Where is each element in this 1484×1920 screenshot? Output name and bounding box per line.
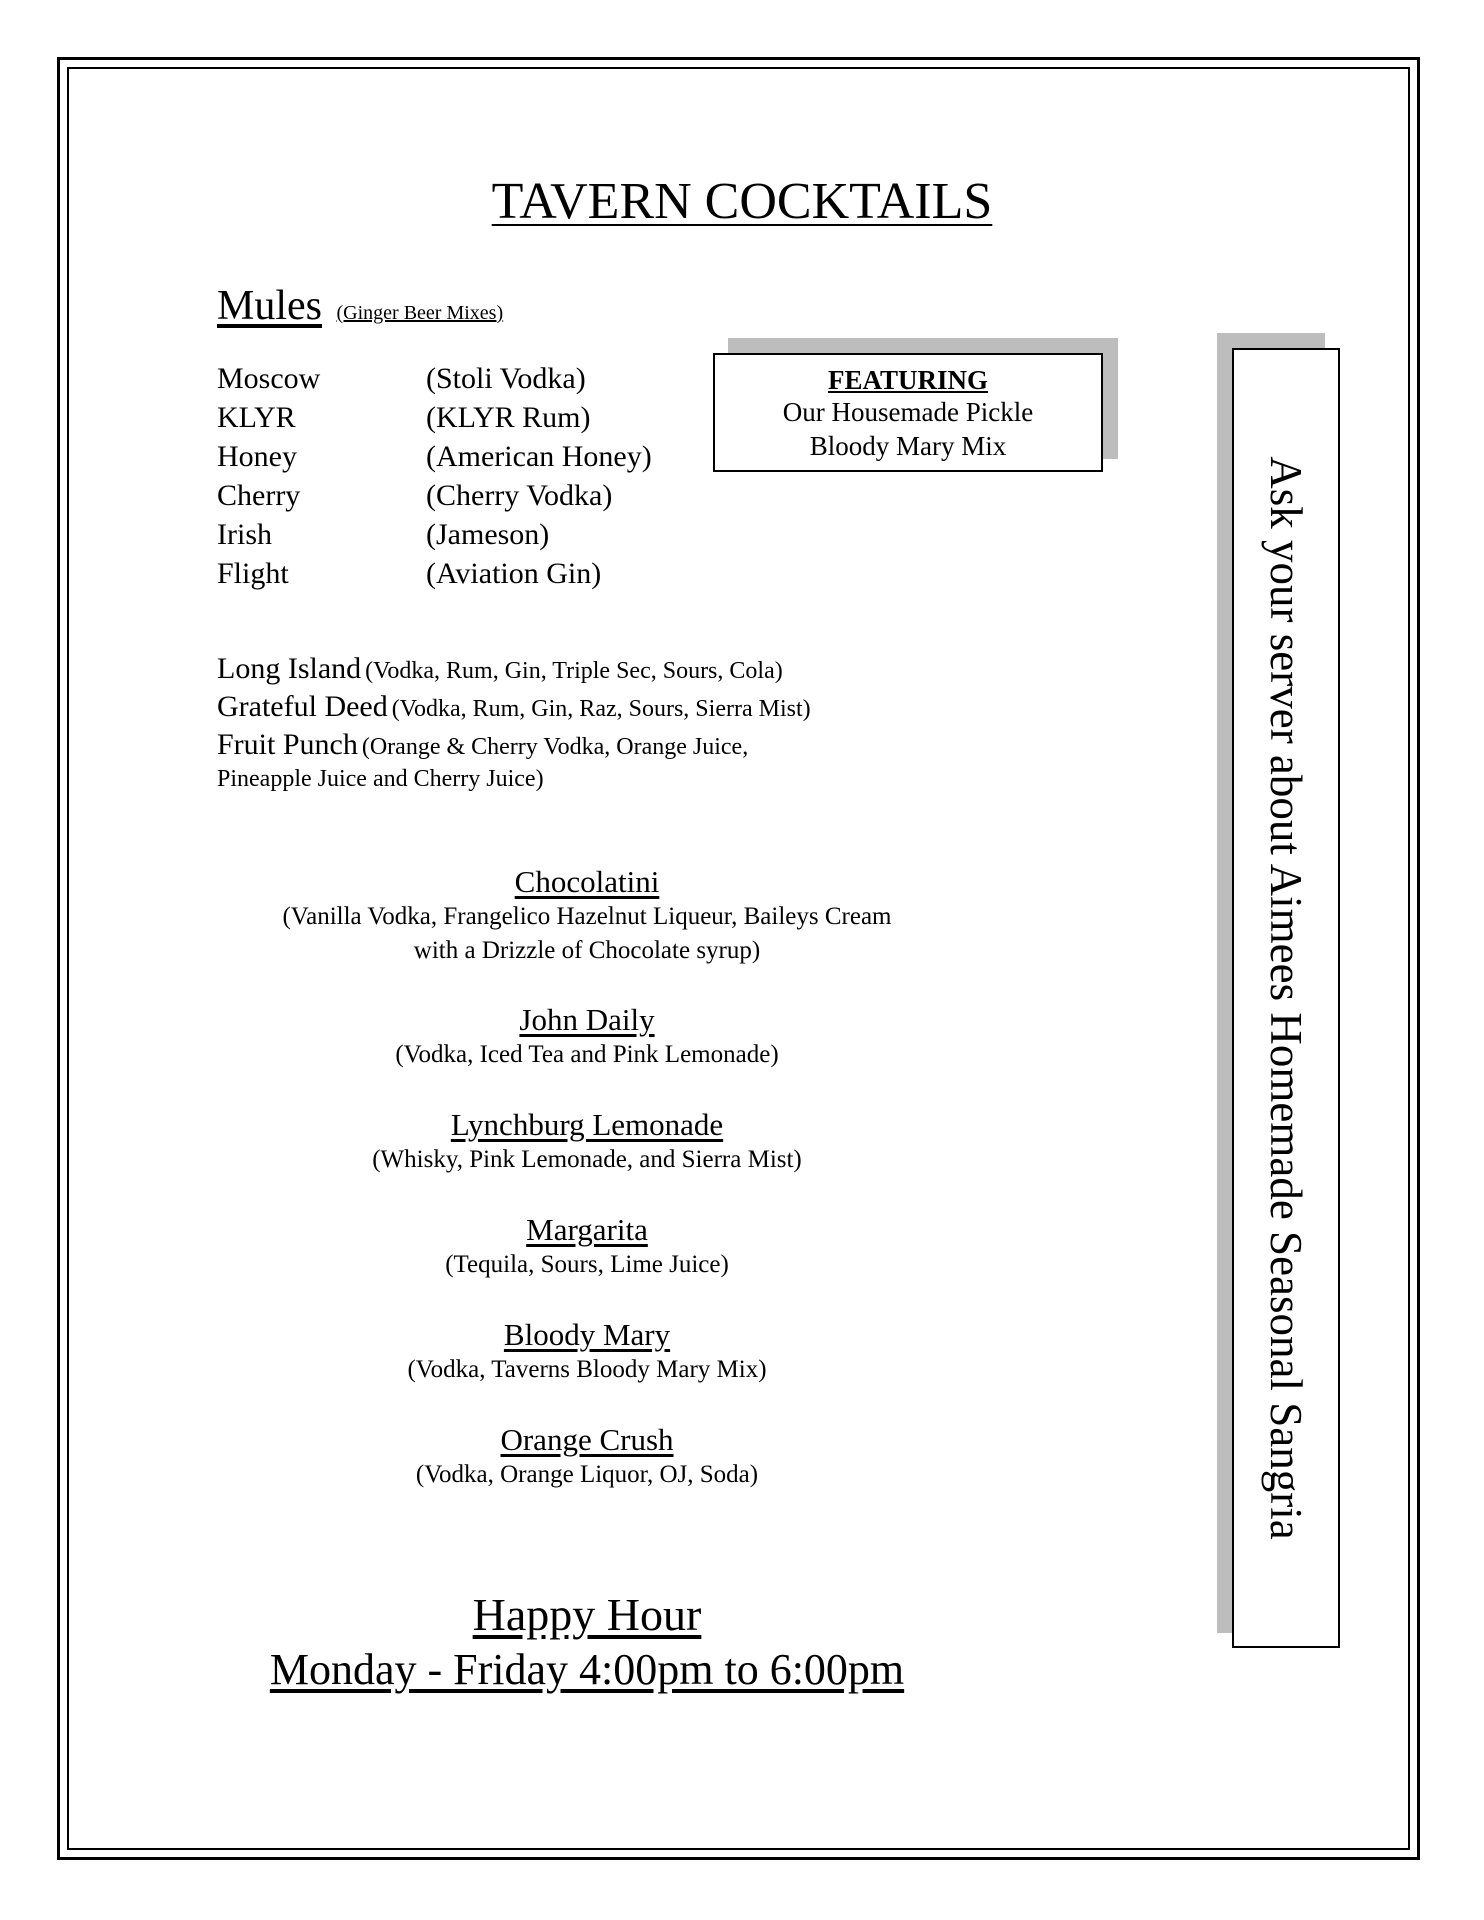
signature-item bbox=[217, 690, 811, 724]
mules-heading bbox=[217, 282, 503, 330]
signature-desc: (Vodka, Rum, Gin, Triple Sec, Sours, Cola) bbox=[365, 658, 783, 684]
mule-name: Honey bbox=[217, 440, 297, 473]
mule-spirit: (Aviation Gin) bbox=[426, 557, 602, 590]
mule-name: Flight bbox=[217, 557, 289, 590]
signature-desc: (Orange & Cherry Vodka, Orange Juice, bbox=[361, 734, 749, 760]
side-banner bbox=[1232, 348, 1340, 1648]
featured-box bbox=[713, 353, 1103, 472]
cocktail-item bbox=[217, 1107, 957, 1177]
signature-item bbox=[217, 652, 783, 686]
cocktail-name: Margarita bbox=[526, 1212, 648, 1247]
cocktail-desc: (Vanilla Vodka, Frangelico Hazelnut Liqueur, Baileys Cream bbox=[282, 903, 892, 930]
featured-line: Our Housemade Pickle bbox=[782, 397, 1034, 427]
signature-name: Long Island bbox=[217, 652, 362, 685]
signature-name: Grateful Deed bbox=[217, 690, 388, 723]
side-banner-text: Ask your server about Aimees Homemade Seasonal Sangria bbox=[1261, 456, 1311, 1540]
mule-spirit: (Stoli Vodka) bbox=[426, 362, 586, 395]
mule-spirit: (Jameson) bbox=[426, 518, 550, 551]
cocktail-item bbox=[217, 1212, 957, 1282]
mule-spirit: (American Honey) bbox=[426, 440, 652, 473]
featured-line: Bloody Mary Mix bbox=[809, 431, 1007, 461]
cocktail-name: Lynchburg Lemonade bbox=[450, 1107, 724, 1142]
page-title: TAVERN COCKTAILS bbox=[491, 173, 993, 230]
cocktail-name: Orange Crush bbox=[500, 1422, 674, 1457]
cocktail-name: Chocolatini bbox=[514, 864, 660, 899]
cocktail-name: John Daily bbox=[519, 1002, 655, 1037]
cocktail-item bbox=[217, 864, 957, 968]
signature-desc: (Vodka, Rum, Gin, Raz, Sours, Sierra Mist) bbox=[391, 696, 811, 722]
mule-spirit: (Cherry Vodka) bbox=[426, 479, 613, 512]
happy-hour bbox=[217, 1588, 957, 1698]
cocktail-item bbox=[217, 1422, 957, 1492]
happy-hour-title: Happy Hour bbox=[472, 1589, 702, 1640]
cocktail-name: Bloody Mary bbox=[503, 1317, 671, 1352]
cocktail-desc: with a Drizzle of Chocolate syrup) bbox=[413, 937, 761, 964]
cocktail-desc: (Tequila, Sours, Lime Juice) bbox=[445, 1251, 729, 1278]
cocktail-desc: (Vodka, Iced Tea and Pink Lemonade) bbox=[395, 1041, 779, 1068]
cocktail-desc: (Vodka, Taverns Bloody Mary Mix) bbox=[407, 1356, 767, 1383]
cocktail-desc: (Whisky, Pink Lemonade, and Sierra Mist) bbox=[372, 1146, 802, 1173]
featured-heading: FEATURING bbox=[827, 365, 988, 395]
mule-name: Moscow bbox=[217, 362, 321, 395]
mule-name: Cherry bbox=[217, 479, 301, 512]
mule-name: KLYR bbox=[217, 401, 296, 434]
cocktail-item bbox=[217, 1002, 957, 1072]
mules-subtitle: (Ginger Beer Mixes) bbox=[336, 302, 504, 324]
mule-name: Irish bbox=[217, 518, 272, 551]
cocktail-desc: (Vodka, Orange Liquor, OJ, Soda) bbox=[415, 1461, 759, 1488]
signature-name: Fruit Punch bbox=[217, 728, 358, 761]
signature-desc-continued: Pineapple Juice and Cherry Juice) bbox=[217, 766, 544, 792]
signature-item bbox=[217, 728, 748, 762]
happy-hour-schedule: Monday - Friday 4:00pm to 6:00pm bbox=[269, 1645, 905, 1694]
mules-title: Mules bbox=[217, 283, 322, 329]
mule-spirit: (KLYR Rum) bbox=[426, 401, 591, 434]
cocktail-item bbox=[217, 1317, 957, 1387]
